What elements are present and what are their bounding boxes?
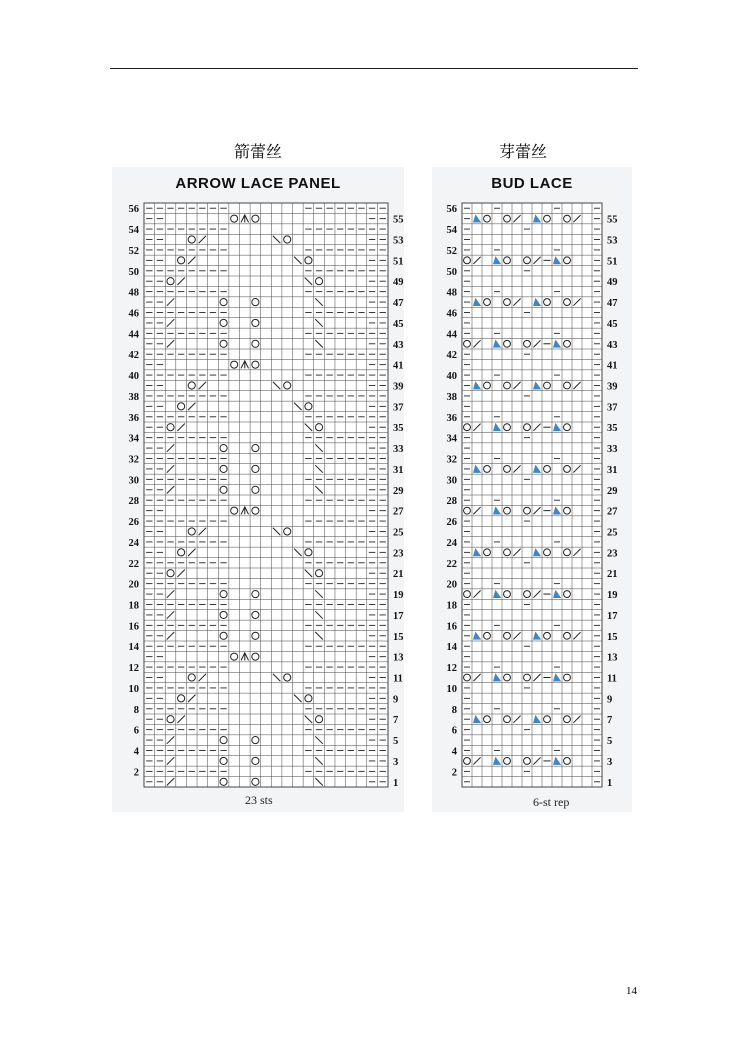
- row-number: 10: [446, 683, 457, 695]
- row-number: 7: [607, 715, 613, 727]
- row-number: 45: [607, 318, 618, 330]
- page-number: 14: [626, 985, 637, 997]
- row-number: 39: [607, 381, 618, 393]
- row-number: 38: [128, 391, 139, 403]
- row-number: 18: [128, 600, 139, 612]
- row-number: 15: [393, 631, 404, 643]
- row-number: 44: [128, 329, 139, 341]
- row-number: 45: [393, 318, 404, 330]
- row-number: 9: [393, 694, 399, 706]
- row-number: 17: [393, 610, 404, 622]
- row-number: 36: [128, 412, 139, 424]
- row-number: 34: [446, 433, 457, 445]
- row-number: 52: [128, 245, 139, 257]
- row-number: 53: [393, 235, 404, 247]
- row-number: 26: [128, 517, 139, 529]
- row-number: 16: [446, 621, 457, 633]
- row-number: 37: [607, 402, 618, 414]
- row-number: 36: [446, 412, 457, 424]
- row-number: 9: [607, 694, 613, 706]
- row-number: 28: [446, 496, 457, 508]
- row-number: 2: [133, 767, 139, 779]
- row-number: 30: [446, 475, 457, 487]
- row-number: 54: [128, 225, 139, 237]
- row-number: 14: [128, 642, 139, 654]
- row-number: 22: [128, 558, 139, 570]
- row-number: 8: [133, 704, 139, 716]
- row-number: 4: [451, 746, 457, 758]
- row-number: 26: [446, 517, 457, 529]
- row-number: 21: [607, 569, 618, 581]
- row-number: 27: [393, 506, 404, 518]
- row-number: 15: [607, 631, 618, 643]
- row-number: 20: [446, 579, 457, 591]
- row-number: 31: [393, 464, 404, 476]
- row-number: 49: [607, 277, 618, 289]
- row-number: 47: [393, 298, 404, 310]
- row-number: 50: [128, 266, 139, 278]
- row-number: 19: [393, 590, 404, 602]
- row-number: 35: [607, 423, 618, 435]
- row-number: 23: [393, 548, 404, 560]
- row-number: 1: [607, 777, 613, 789]
- row-number: 53: [607, 235, 618, 247]
- bud-lace-repeat-label: 6-st rep: [533, 795, 570, 809]
- row-number: 18: [446, 600, 457, 612]
- row-number: 30: [128, 475, 139, 487]
- row-number: 21: [393, 569, 404, 581]
- row-number: 48: [128, 287, 139, 299]
- row-number: 40: [128, 371, 139, 383]
- row-number: 6: [451, 725, 457, 737]
- row-number: 7: [393, 715, 399, 727]
- row-number: 13: [393, 652, 404, 664]
- row-number: 5: [607, 736, 613, 748]
- row-number: 10: [128, 683, 139, 695]
- arrow-lace-footer: 23 sts: [245, 793, 273, 807]
- row-number: 38: [446, 391, 457, 403]
- row-number: 46: [446, 308, 457, 320]
- row-number: 1: [393, 777, 399, 789]
- row-number: 24: [446, 537, 457, 549]
- row-number: 22: [446, 558, 457, 570]
- row-number: 8: [451, 704, 457, 716]
- row-number: 34: [128, 433, 139, 445]
- row-number: 2: [451, 767, 457, 779]
- row-number: 55: [393, 214, 404, 226]
- row-number: 37: [393, 402, 404, 414]
- row-number: 29: [393, 485, 404, 497]
- row-number: 35: [393, 423, 404, 435]
- row-number: 12: [128, 663, 139, 675]
- row-number: 39: [393, 381, 404, 393]
- row-number: 25: [393, 527, 404, 539]
- row-number: 51: [607, 256, 618, 268]
- row-number: 40: [446, 371, 457, 383]
- arrow-lace-title: ARROW LACE PANEL: [175, 175, 341, 192]
- row-number: 3: [393, 756, 399, 768]
- row-number: 44: [446, 329, 457, 341]
- row-number: 52: [446, 245, 457, 257]
- row-number: 12: [446, 663, 457, 675]
- row-number: 54: [446, 225, 457, 237]
- row-number: 32: [446, 454, 457, 466]
- row-number: 43: [607, 339, 618, 351]
- row-number: 31: [607, 464, 618, 476]
- row-number: 16: [128, 621, 139, 633]
- row-number: 41: [393, 360, 404, 372]
- row-number: 46: [128, 308, 139, 320]
- row-number: 50: [446, 266, 457, 278]
- row-number: 17: [607, 610, 618, 622]
- row-number: 47: [607, 298, 618, 310]
- row-number: 11: [607, 673, 617, 685]
- row-number: 48: [446, 287, 457, 299]
- row-number: 6: [133, 725, 139, 737]
- row-number: 4: [133, 746, 139, 758]
- row-number: 42: [446, 350, 457, 362]
- row-number: 55: [607, 214, 618, 226]
- row-number: 56: [128, 204, 139, 216]
- row-number: 29: [607, 485, 618, 497]
- row-number: 5: [393, 736, 399, 748]
- row-number: 32: [128, 454, 139, 466]
- row-number: 20: [128, 579, 139, 591]
- row-number: 13: [607, 652, 618, 664]
- row-number: 28: [128, 496, 139, 508]
- row-number: 24: [128, 537, 139, 549]
- row-number: 42: [128, 350, 139, 362]
- row-number: 11: [393, 673, 403, 685]
- row-number: 3: [607, 756, 613, 768]
- row-number: 25: [607, 527, 618, 539]
- row-number: 49: [393, 277, 404, 289]
- row-number: 41: [607, 360, 618, 372]
- row-number: 43: [393, 339, 404, 351]
- row-number: 33: [607, 444, 618, 456]
- row-number: 19: [607, 590, 618, 602]
- right-chart-caption: 芽蕾丝: [499, 142, 548, 161]
- row-number: 33: [393, 444, 404, 456]
- row-number: 51: [393, 256, 404, 268]
- row-number: 14: [446, 642, 457, 654]
- row-number: 27: [607, 506, 618, 518]
- row-number: 23: [607, 548, 618, 560]
- left-chart-caption: 箭蕾丝: [234, 142, 283, 161]
- bud-lace-title: BUD LACE: [491, 175, 573, 192]
- row-number: 56: [446, 204, 457, 216]
